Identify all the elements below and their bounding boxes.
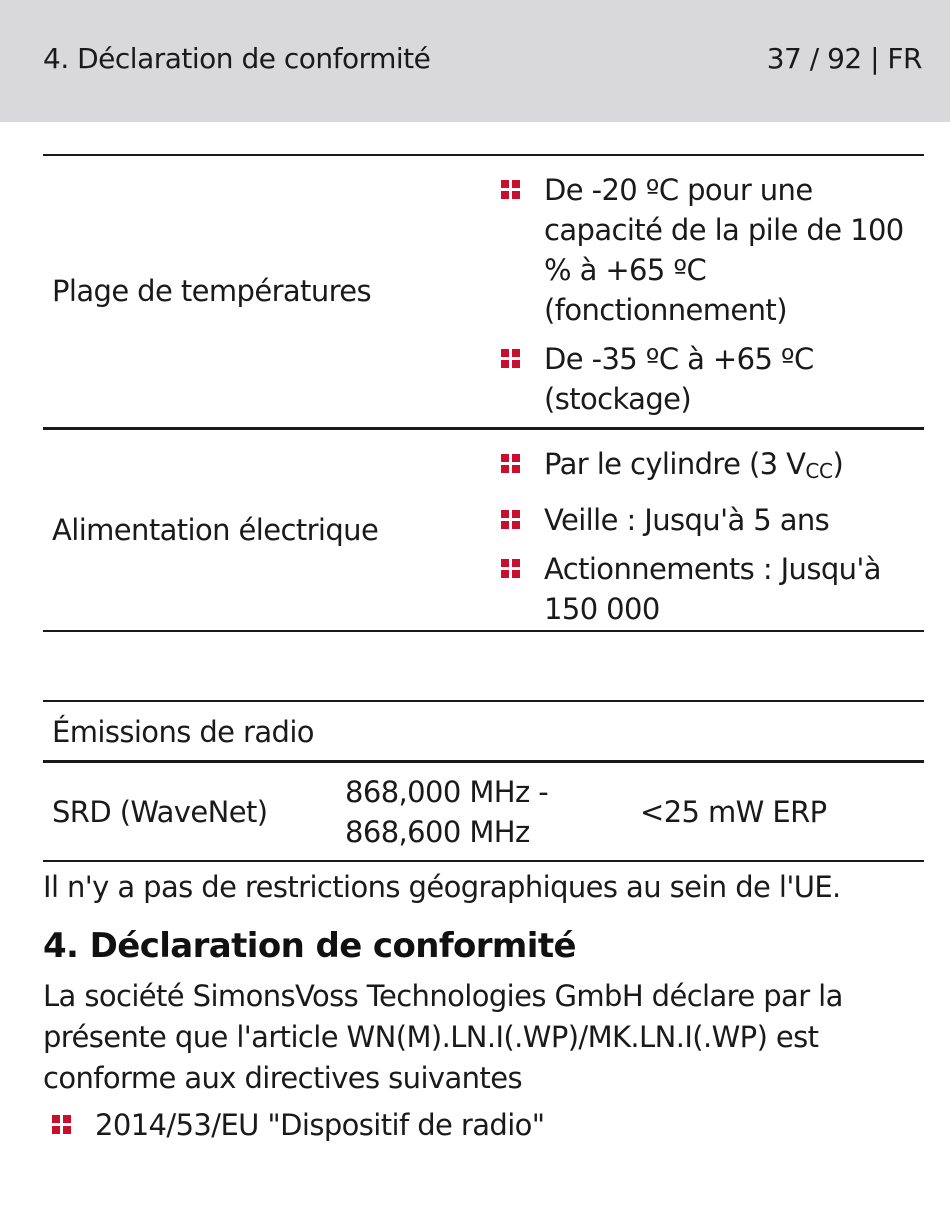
- power-label: Alimentation électrique: [52, 513, 379, 547]
- radio-table-bottom-rule: [43, 860, 924, 862]
- list-item: De -20 ºC pour une capacité de la pile de 100 % à +65 ºC (fonctionnement): [499, 170, 919, 330]
- page-header: [0, 0, 950, 122]
- power-list: [499, 444, 919, 638]
- bullet-icon: [501, 454, 521, 474]
- header-page-number: 37 / 92 | FR: [766, 42, 922, 75]
- bullet-icon: [501, 510, 521, 530]
- bullet-icon: [52, 1115, 72, 1135]
- list-item: De -35 ºC à +65 ºC (stockage): [499, 339, 919, 419]
- directive-item: 2014/53/EU "Dispositif de radio": [52, 1105, 545, 1145]
- bullet-icon: [501, 559, 521, 579]
- header-chapter-title: 4. Déclaration de conformité: [43, 42, 431, 75]
- radio-table-title: Émissions de radio: [52, 715, 314, 749]
- radio-table-header-rule: [43, 760, 924, 763]
- table-row-divider: [43, 427, 924, 430]
- radio-frequency-cell: 868,000 MHz - 868,600 MHz: [345, 775, 549, 849]
- bullet-icon: [501, 180, 521, 200]
- section-heading: 4. Déclaration de conformité: [43, 926, 576, 966]
- temperature-label: Plage de températures: [52, 274, 372, 308]
- radio-note: Il n'y a pas de restrictions géographiques au sein de l'UE.: [43, 870, 841, 904]
- radio-power-cell: <25 mW ERP: [640, 795, 827, 829]
- list-item: Par le cylindre (3 $V_{CC}$): [499, 444, 919, 491]
- table-bottom-rule: [43, 630, 924, 632]
- temperature-list: [499, 170, 919, 428]
- conformity-paragraph: La société SimonsVoss Technologies GmbH déclare par la présente que l'article WN(M).LN.I(.WP)/MK.LN.I(.WP) est conforme aux directives suivantes: [43, 979, 843, 1095]
- list-item: Veille : Jusqu'à 5 ans: [499, 500, 919, 540]
- radio-table-top-rule: [43, 700, 924, 702]
- list-item: Actionnements : Jusqu'à 150 000: [499, 549, 919, 629]
- radio-name-cell: SRD (WaveNet): [52, 795, 268, 829]
- table-top-rule: [43, 154, 924, 156]
- bullet-icon: [501, 349, 521, 369]
